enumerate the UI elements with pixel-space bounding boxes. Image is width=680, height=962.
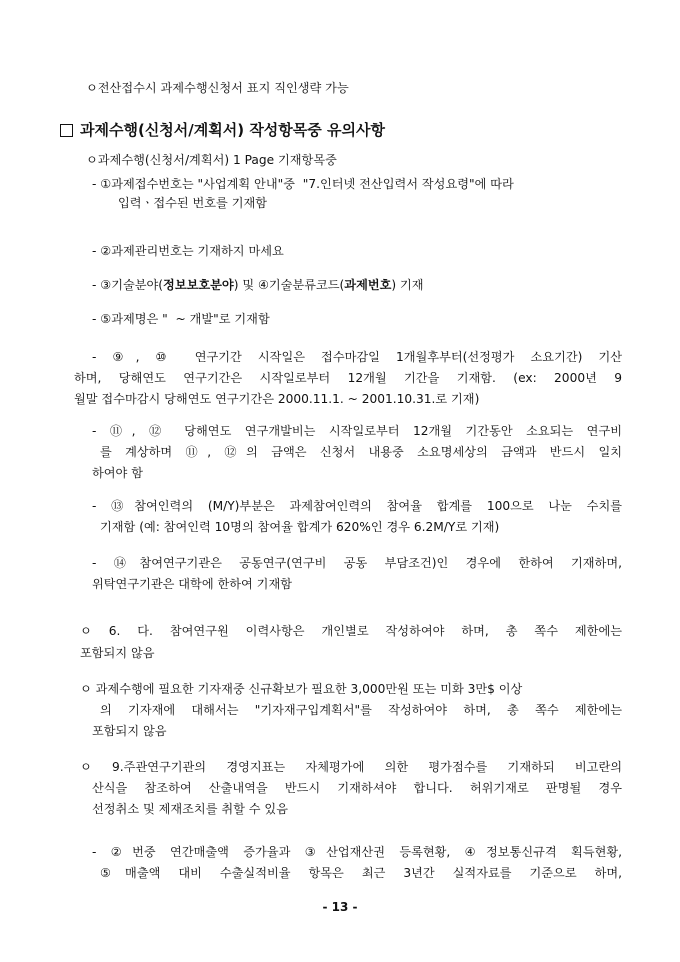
note-3-line-1: ㅇ 9.주관연구기관의 경영지표는 자체평가에 의한 평가점수를 기재하되 비고란의 — [80, 760, 622, 774]
item-3-code: 과제번호 — [344, 278, 392, 292]
item-2: - ②과제관리번호는 기재하지 마세요 — [92, 244, 284, 258]
note-4-line-2: ⑤매출액 대비 수출실적비율 항목은 최근 3년간 실적자료를 기준으로 하며, — [100, 866, 622, 880]
note-2-line-1: ㅇ 과제수행에 필요한 기자재중 신규확보가 필요한 3,000만원 또는 미화 3만$ 이상 — [80, 682, 523, 696]
item-5-line-3: 월말 접수마감시 당해연도 연구기간은 2000.11.1. ~ 2001.10.31.로 기재) — [74, 392, 480, 406]
note-1-line-1: ㅇ 6. 다. 참여연구원 이력사항은 개인별로 작성하여야 하며, 총 쪽수 제한에는 — [80, 624, 622, 638]
item-6-line-2: 를 계상하며 ⑪, ⑫의 금액은 신청서 내용중 소요명세상의 금액과 반드시 일치 — [100, 445, 622, 459]
item-8-line-1: - ⑭참여연구기관은 공동연구(연구비 공동 부담조건)인 경우에 한하여 기재하며, — [92, 556, 622, 570]
item-3-part-c: ) 및 ④기술분류코드( — [233, 278, 345, 292]
item-3 — [92, 277, 424, 293]
item-3-part-a: - ③기술분야( — [92, 278, 164, 292]
sub-heading: ㅇ과제수행(신청서/계획서) 1 Page 기재항목중 — [86, 153, 337, 167]
item-3-field: 정보보호분야 — [163, 278, 234, 292]
section-title: 과제수행(신청서/계획서) 작성항목중 유의사항 — [80, 121, 385, 139]
note-1-line-2: 포함되지 않음 — [80, 646, 155, 660]
item-8-line-2: 위탁연구기관은 대학에 한하여 기재함 — [92, 577, 292, 591]
item-4: - ⑤과제명은 " ~ 개발"로 기재함 — [92, 312, 270, 326]
note-4-line-1: - ②번중 연간매출액 증가율과 ③산업재산권 등록현황, ④정보통신규격 획득현황, — [92, 845, 622, 859]
item-1-line-2: 입력ㆍ접수된 번호를 기재함 — [118, 196, 268, 210]
note-3-line-2: 산식을 참조하여 산출내역을 반드시 기재하셔야 합니다. 허위기재로 판명될 경우 — [92, 781, 622, 795]
item-3-part-e: ) 기재 — [391, 278, 424, 292]
note-2-line-3: 포함되지 않음 — [92, 724, 167, 738]
item-7-line-1: - ⑬참여인력의 (M/Y)부분은 과제참여인력의 참여율 합계를 100으로 나눈 수치를 — [92, 499, 622, 513]
note-3-line-3: 선정취소 및 제재조치를 취할 수 있음 — [92, 802, 288, 816]
item-1-line-1: - ①과제접수번호는 "사업계획 안내"중 "7.인터넷 전산입력서 작성요령"에 따라 — [92, 177, 514, 191]
intro-line: ㅇ전산접수시 과제수행신청서 표지 직인생략 가능 — [86, 81, 349, 95]
item-6-line-1: - ⑪, ⑫ 당해연도 연구개발비는 시작일로부터 12개월 기간동안 소요되는 연구비 — [92, 424, 622, 438]
note-2-line-2: 의 기자재에 대해서는 "기자재구입계획서"를 작성하여야 하며, 총 쪽수 제한에는 — [100, 703, 622, 717]
item-5-line-2: 하며, 당해연도 연구기간은 시작일로부터 12개월 기간을 기재함. (ex: 2000년 9 — [74, 371, 622, 385]
page-number: - 13 - — [322, 900, 358, 914]
item-5-line-1: - ⑨, ⑩ 연구기간 시작일은 접수마감일 1개월후부터(선정평가 소요기간) 기산 — [92, 350, 622, 364]
checkbox-icon — [60, 124, 73, 137]
item-6-line-3: 하여야 함 — [92, 466, 143, 480]
item-7-line-2: 기재함 (예: 참여인력 10명의 참여율 합계가 620%인 경우 6.2M/Y로 기재) — [100, 520, 500, 534]
